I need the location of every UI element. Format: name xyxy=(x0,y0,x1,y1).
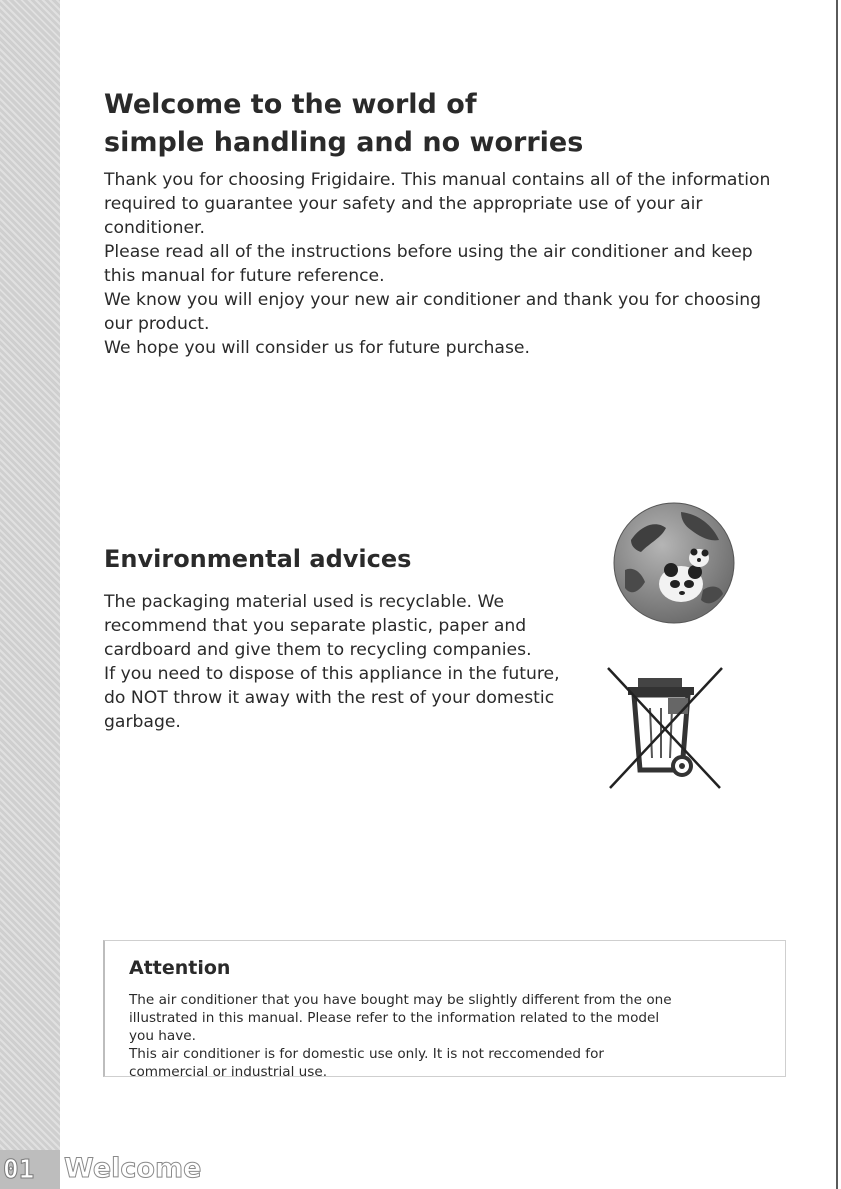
attention-line: The air conditioner that you have bought may be slightly different from the one xyxy=(129,992,672,1008)
environmental-line: The packaging material used is recyclable. We xyxy=(104,592,505,612)
environmental-paragraph xyxy=(104,590,584,734)
welcome-line: Please read all of the instructions before using the air conditioner and keep xyxy=(104,242,753,262)
environmental-line: recommend that you separate plastic, paper and xyxy=(104,616,527,636)
section-name: Welcome xyxy=(64,1153,202,1184)
globe-panda-icon xyxy=(611,500,737,626)
environmental-line: do NOT throw it away with the rest of your domestic xyxy=(104,688,555,708)
page-number: 01 xyxy=(3,1155,35,1185)
welcome-line: We hope you will consider us for future purchase. xyxy=(104,338,530,358)
welcome-heading-line-1: Welcome to the world of xyxy=(104,89,477,120)
environmental-heading: Environmental advices xyxy=(104,545,412,573)
welcome-line: Thank you for choosing Frigidaire. This manual contains all of the information xyxy=(104,170,771,190)
attention-paragraph xyxy=(129,991,779,1081)
welcome-paragraph xyxy=(104,168,804,360)
welcome-line: our product. xyxy=(104,314,210,334)
environmental-line: cardboard and give them to recycling companies. xyxy=(104,640,532,660)
attention-line: This air conditioner is for domestic use only. It is not reccomended for xyxy=(129,1046,605,1062)
attention-line: commercial or industrial use. xyxy=(129,1064,328,1080)
environmental-line: If you need to dispose of this appliance in the future, xyxy=(104,664,560,684)
welcome-line: We know you will enjoy your new air conditioner and thank you for choosing xyxy=(104,290,762,310)
welcome-line: this manual for future reference. xyxy=(104,266,385,286)
attention-box xyxy=(103,940,786,1080)
welcome-heading-line-2: simple handling and no worries xyxy=(104,127,584,158)
welcome-heading xyxy=(104,86,583,162)
right-edge-rule xyxy=(836,0,838,1189)
environmental-line: garbage. xyxy=(104,712,181,732)
welcome-line: required to guarantee your safety and the appropriate use of your air xyxy=(104,194,703,214)
attention-title: Attention xyxy=(129,957,231,979)
attention-line: illustrated in this manual. Please refer to the information related to the model xyxy=(129,1010,660,1026)
welcome-line: conditioner. xyxy=(104,218,205,238)
attention-line: you have. xyxy=(129,1028,196,1044)
left-decorative-strip xyxy=(0,0,60,1189)
crossed-out-wheelie-bin-icon xyxy=(590,650,740,800)
